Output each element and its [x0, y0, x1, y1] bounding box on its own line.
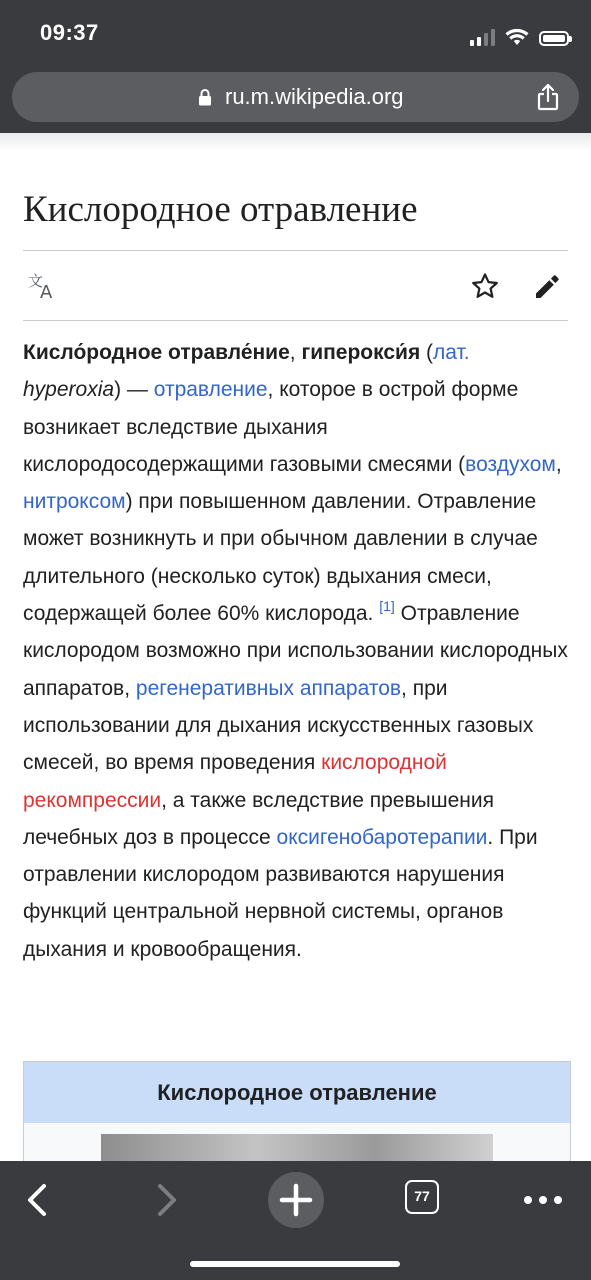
text-span: . При отравлении кислородом развиваются нарушения функций центральной нервной системы, органов дыхания и кровообращения.: [23, 825, 538, 961]
text-span: ) —: [114, 378, 154, 402]
article-term-1: Кисло́родное отравле́ние: [23, 341, 290, 364]
tabs-button[interactable]: 77: [405, 1180, 439, 1214]
infobox-title: Кислородное отравление: [24, 1062, 570, 1123]
svg-text:文: 文: [28, 272, 44, 290]
wifi-icon: [505, 28, 529, 46]
new-tab-button[interactable]: [268, 1172, 324, 1228]
share-icon[interactable]: [535, 83, 561, 111]
star-icon[interactable]: [470, 272, 500, 300]
text-span: ,: [289, 341, 302, 364]
text-span: Отравление кислородом возможно при использовании кислородных аппаратов,: [23, 602, 568, 700]
cellular-signal-icon: [470, 28, 495, 46]
svg-text:A: A: [40, 282, 53, 300]
back-icon[interactable]: [14, 1175, 64, 1225]
article-intro: [23, 334, 571, 968]
text-span: ,: [555, 452, 562, 476]
text-span: , при использовании для дыхания искусственных газовых смесей, во время проведения: [23, 676, 534, 775]
status-icons: [470, 24, 569, 46]
new-tab-icon: [268, 1172, 324, 1228]
reference-1[interactable]: [1]: [379, 598, 395, 615]
latin-term: hyperoxia: [23, 378, 115, 402]
battery-icon: [539, 31, 569, 46]
page-top-shadow: [0, 133, 591, 151]
text-span: (: [420, 341, 434, 364]
link-oxygen-recompression[interactable]: кислородной рекомпрессии: [23, 751, 447, 812]
link-nitrox[interactable]: нитроксом: [23, 490, 126, 514]
page-title: Кислородное отравление: [23, 189, 418, 230]
link-poisoning[interactable]: отравление: [153, 378, 268, 402]
browser-top-bar: [0, 0, 591, 133]
title-divider: [23, 250, 568, 251]
text-span: , а также вследствие превышения лечебных доз в процессе: [23, 788, 494, 849]
text-span: ) при повышенном давлении. Отравление может возникнуть и при обычном давлении в случае длительного (несколько суток) вдыхания смеси, содержащей более 60% кислорода.: [23, 490, 538, 626]
link-hyperbaric-oxygenation[interactable]: оксигенобаротерапии: [276, 825, 488, 849]
forward-icon[interactable]: [140, 1175, 190, 1225]
more-icon[interactable]: [518, 1175, 568, 1225]
address-bar[interactable]: [12, 72, 579, 122]
home-indicator[interactable]: [190, 1261, 400, 1267]
text-span: , которое в острой форме возникает вследствие дыхания кислородосодержащими газовыми смесями (: [23, 378, 519, 476]
actions-divider: [23, 320, 568, 321]
status-time: 09:37: [40, 20, 99, 45]
article-term-2: гиперокси́я: [301, 341, 421, 364]
edit-pencil-icon[interactable]: [532, 272, 562, 300]
language-icon[interactable]: [28, 272, 58, 300]
link-latin[interactable]: лат.: [433, 341, 470, 364]
link-regenerative-apparatus[interactable]: регенеративных аппаратов: [135, 676, 402, 700]
lock-icon: [198, 88, 212, 106]
url-text[interactable]: ru.m.wikipedia.org: [225, 84, 404, 109]
link-air[interactable]: воздухом: [465, 452, 556, 476]
